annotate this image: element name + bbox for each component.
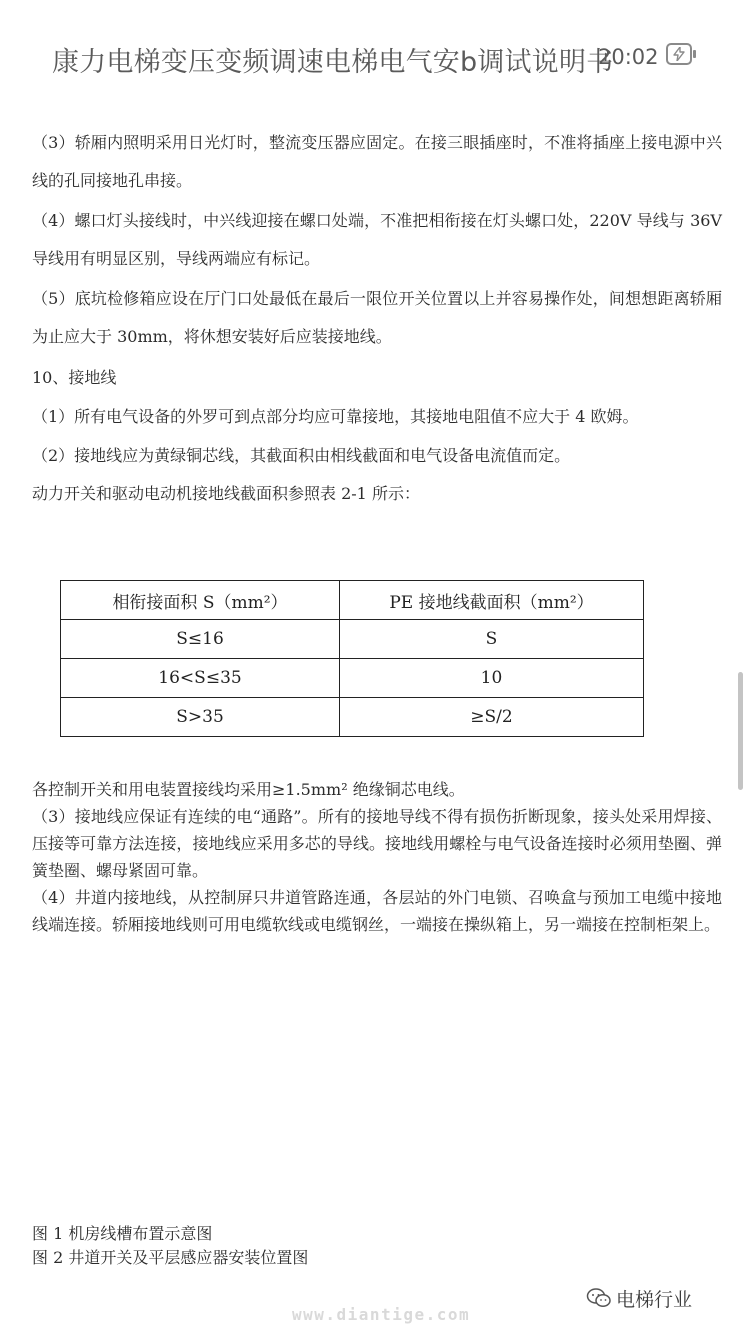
paragraph-lamp-socket: （4）螺口灯头接线时，中兴线迎接在螺口处端，不准把相衔接在灯头螺口处，220V 导线与 36V 导线用有明显区别，导线两端应有标记。 [32, 211, 722, 268]
table-cell: ≥S/2 [340, 698, 644, 737]
section-heading-grounding: 10、接地线 [32, 368, 117, 387]
wechat-icon [586, 1287, 612, 1309]
table-cell: S>35 [61, 698, 340, 737]
paragraph-grounding-continuity: （3）接地线应保证有连续的电“通路”。所有的接地导线不得有损伤折断现象，接头处采用焊接、压接等可靠方法连接，接地线应采用多芯的导线。接地线用螺栓与电气设备连接时必须用垫圈、弹簧垫圈、螺母紧固可靠。 [32, 807, 722, 880]
watermark-site: www.diantige.com [292, 1305, 471, 1324]
footer-brand [586, 1283, 692, 1313]
paragraph-table-intro: 动力开关和驱动电动机接地线截面积参照表 2-1 所示： [32, 484, 420, 503]
battery-charging-icon [666, 43, 692, 65]
document-header [0, 0, 750, 110]
grounding-wire-table [60, 580, 644, 737]
footer-brand-label: 电梯行业 [616, 1288, 693, 1311]
table-cell: 10 [340, 659, 644, 698]
table-row [61, 698, 644, 737]
table-cell: 16<S≤35 [61, 659, 340, 698]
charging-bolt-icon [673, 47, 685, 61]
paragraph-lighting: （3）轿厢内照明采用日光灯时，整流变压器应固定。在接三眼插座时，不准将插座上接电源中兴线的孔同接地孔串接。 [32, 133, 722, 190]
status-time: 20:02 [598, 45, 659, 69]
paragraph-grounding-1: （1）所有电气设备的外罗可到点部分均应可靠接地，其接地电阻值不应大于 4 欧姆。 [32, 407, 639, 426]
table-header-pe-area: PE 接地线截面积（mm²） [340, 581, 644, 620]
document-title: 康力电梯变压变频调速电梯电气安b调试说明书 [52, 47, 614, 78]
table-header-row [61, 581, 644, 620]
table-header-phase-area: 相衔接面积 S（mm²） [61, 581, 340, 620]
paragraph-grounding-2: （2）接地线应为黄绿铜芯线，其截面积由相线截面和电气设备电流值而定。 [32, 446, 571, 465]
figure-caption-1: 图 1 机房线槽布置示意图 [32, 1224, 213, 1243]
table-row [61, 659, 644, 698]
table-cell: S≤16 [61, 620, 340, 659]
paragraph-shaft-grounding: （4）井道内接地线，从控制屏只井道管路连通，各层站的外门电锁、召唤盒与预加工电缆中接地线端连接。轿厢接地线则可用电缆软线或电缆钢丝，一端接在操纵箱上，另一端接在控制柜架上。 [32, 888, 722, 934]
paragraph-control-wiring: 各控制开关和用电装置接线均采用≥1.5mm² 绝缘铜芯电线。 [32, 780, 465, 799]
table-row [61, 620, 644, 659]
paragraph-pit-box: （5）底坑检修箱应设在厅门口处最低在最后一限位开关位置以上并容易操作处，间想想距离轿厢为止应大于 30mm，将休想安装好后应装接地线。 [32, 289, 722, 346]
scrollbar-thumb[interactable] [738, 672, 743, 790]
figure-caption-2: 图 2 井道开关及平层感应器安装位置图 [32, 1248, 309, 1267]
table-cell: S [340, 620, 644, 659]
